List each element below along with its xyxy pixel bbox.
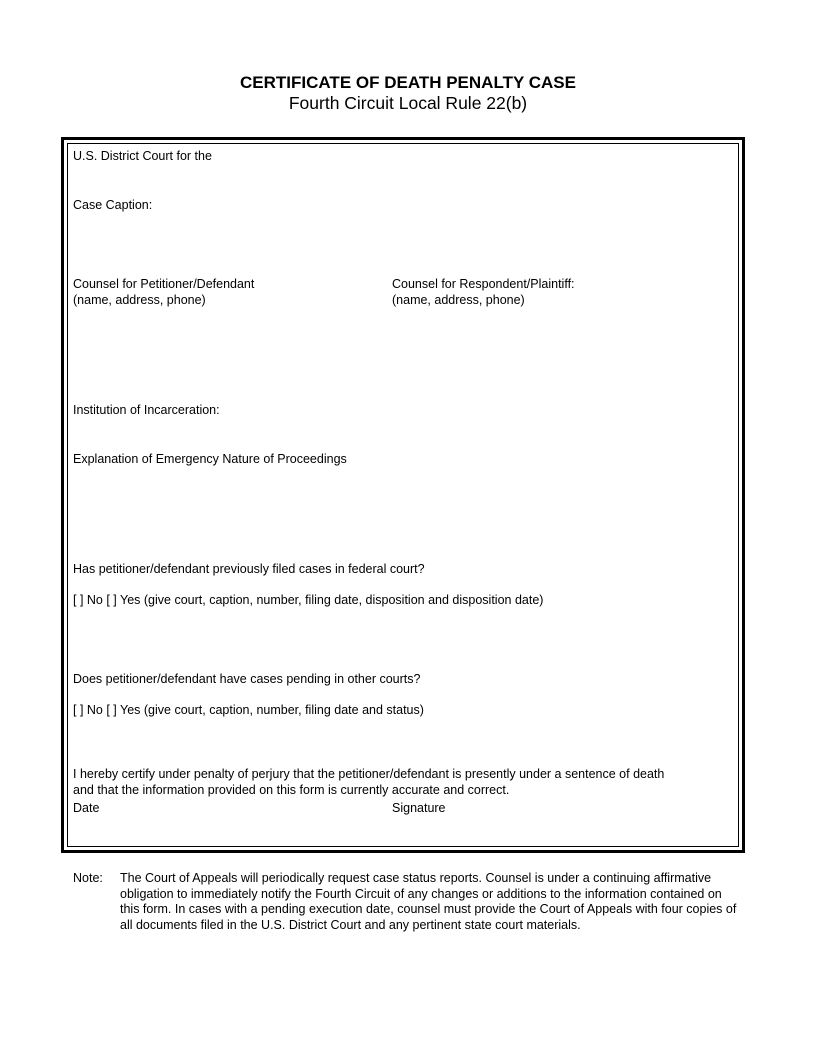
counsel-respondent-sublabel: (name, address, phone) <box>392 293 525 307</box>
institution-label: Institution of Incarceration: <box>73 403 220 417</box>
pending-cases-options <box>73 703 424 718</box>
pending-cases-no-checkbox[interactable]: [ ] No <box>73 703 103 717</box>
form-title: CERTIFICATE OF DEATH PENALTY CASE <box>240 73 576 92</box>
form-subtitle: Fourth Circuit Local Rule 22(b) <box>288 93 528 113</box>
certification-statement: I hereby certify under penalty of perjury that the petitioner/defendant is presently under a sentence of death and that the information provided on this form is currently accurate and correct. <box>73 767 665 797</box>
case-caption-label: Case Caption: <box>73 198 153 212</box>
district-court-label: U.S. District Court for the <box>73 149 212 163</box>
note-text: The Court of Appeals will periodically request case status reports. Counsel is under a continuing affirmative obligation to immediately notify the Fourth Circuit of any changes or additions to the information contained on this form. In cases with a pending execution date, counsel must provide the Court of Appeals with four copies of all documents filed in the U.S. District Court and any pertinent state court materials. <box>120 871 737 932</box>
pending-cases-yes-checkbox[interactable]: [ ] Yes (give court, caption, number, filing date and status) <box>106 703 424 717</box>
previous-cases-question: Has petitioner/defendant previously filed cases in federal court? <box>73 562 425 576</box>
previous-cases-no-checkbox[interactable]: [ ] No <box>73 593 103 607</box>
form-frame-inner <box>67 143 739 847</box>
previous-cases-yes-checkbox[interactable]: [ ] Yes (give court, caption, number, filing date, disposition and disposition date) <box>106 593 544 607</box>
counsel-respondent-label: Counsel for Respondent/Plaintiff: <box>392 277 575 291</box>
signature-label: Signature <box>392 801 446 815</box>
date-label: Date <box>73 801 100 815</box>
pending-cases-question: Does petitioner/defendant have cases pending in other courts? <box>73 672 421 686</box>
counsel-petitioner-label: Counsel for Petitioner/Defendant <box>73 277 255 291</box>
explanation-label: Explanation of Emergency Nature of Proceedings <box>73 452 347 466</box>
previous-cases-options <box>73 593 543 608</box>
counsel-petitioner-sublabel: (name, address, phone) <box>73 293 206 307</box>
note-label: Note: <box>73 871 103 885</box>
